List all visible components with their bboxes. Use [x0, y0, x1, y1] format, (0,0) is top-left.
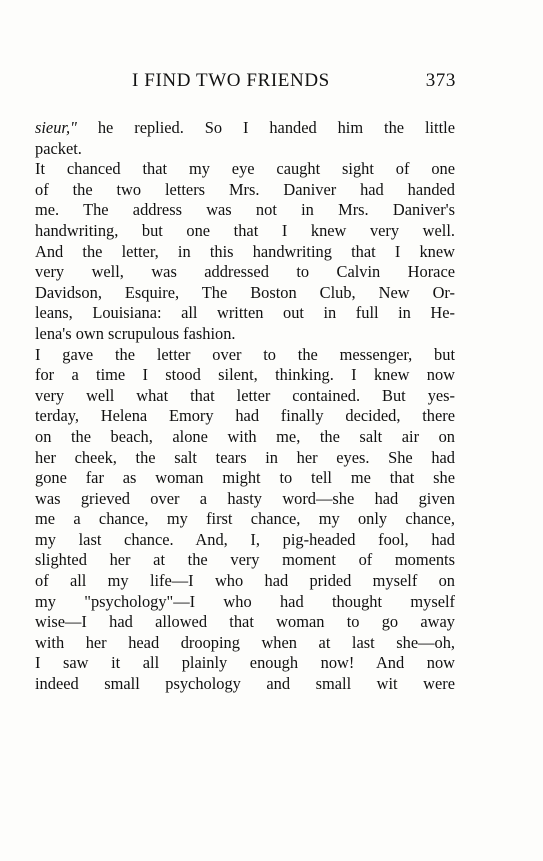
text-line: leans, Louisiana: all written out in full in He- — [35, 303, 455, 323]
text-line: was grieved over a hasty word—she had given — [35, 488, 455, 508]
text-line: I saw it all plainly enough now! And now — [35, 653, 455, 673]
text-line: indeed small psychology and small wit were — [35, 674, 455, 694]
text-line: of all my life—I who had prided myself on — [35, 571, 455, 591]
text-line: It chanced that my eye caught sight of one — [35, 159, 455, 179]
text-line: wise—I had allowed that woman to go away — [35, 612, 455, 632]
text-line: very well what that letter contained. But yes- — [35, 385, 455, 405]
page-header — [36, 70, 456, 96]
text-line: packet. — [35, 138, 82, 158]
text-line: slighted her at the very moment of moments — [35, 550, 455, 570]
text-line: of the two letters Mrs. Daniver had handed — [35, 179, 455, 199]
italic-word: sieur," — [35, 118, 77, 137]
text-line: her cheek, the salt tears in her eyes. She had — [35, 447, 455, 467]
text-line: me a chance, my first chance, my only chance, — [35, 509, 455, 529]
text-line: my last chance. And, I, pig-headed fool, had — [35, 529, 455, 549]
paragraph — [35, 159, 455, 344]
text-line: on the beach, alone with me, the salt air on — [35, 426, 455, 446]
body-text — [35, 118, 455, 695]
paragraph — [35, 118, 455, 159]
text-line: I gave the letter over to the messenger, but — [35, 344, 455, 364]
paragraph — [35, 345, 455, 695]
text-line: And the letter, in this handwriting that I knew — [35, 241, 455, 261]
text-line: Davidson, Esquire, The Boston Club, New Or- — [35, 282, 455, 302]
running-title: I FIND TWO FRIENDS — [132, 70, 330, 91]
text-line: with her head drooping when at last she—oh, — [35, 632, 455, 652]
text-line: for a time I stood silent, thinking. I knew now — [35, 365, 455, 385]
text-line: terday, Helena Emory had finally decided, there — [35, 406, 455, 426]
page-number: 373 — [425, 70, 456, 91]
text-line: me. The address was not in Mrs. Daniver's — [35, 200, 455, 220]
text-line: lena's own scrupulous fashion. — [35, 323, 236, 343]
text-line: sieur," he replied. So I handed him the little — [35, 118, 455, 137]
text-line: very well, was addressed to Calvin Horace — [35, 262, 455, 282]
text-line: gone far as woman might to tell me that she — [35, 468, 455, 488]
text-line: my "psychology"—I who had thought myself — [35, 591, 455, 611]
text-line: handwriting, but one that I knew very well. — [35, 220, 455, 240]
